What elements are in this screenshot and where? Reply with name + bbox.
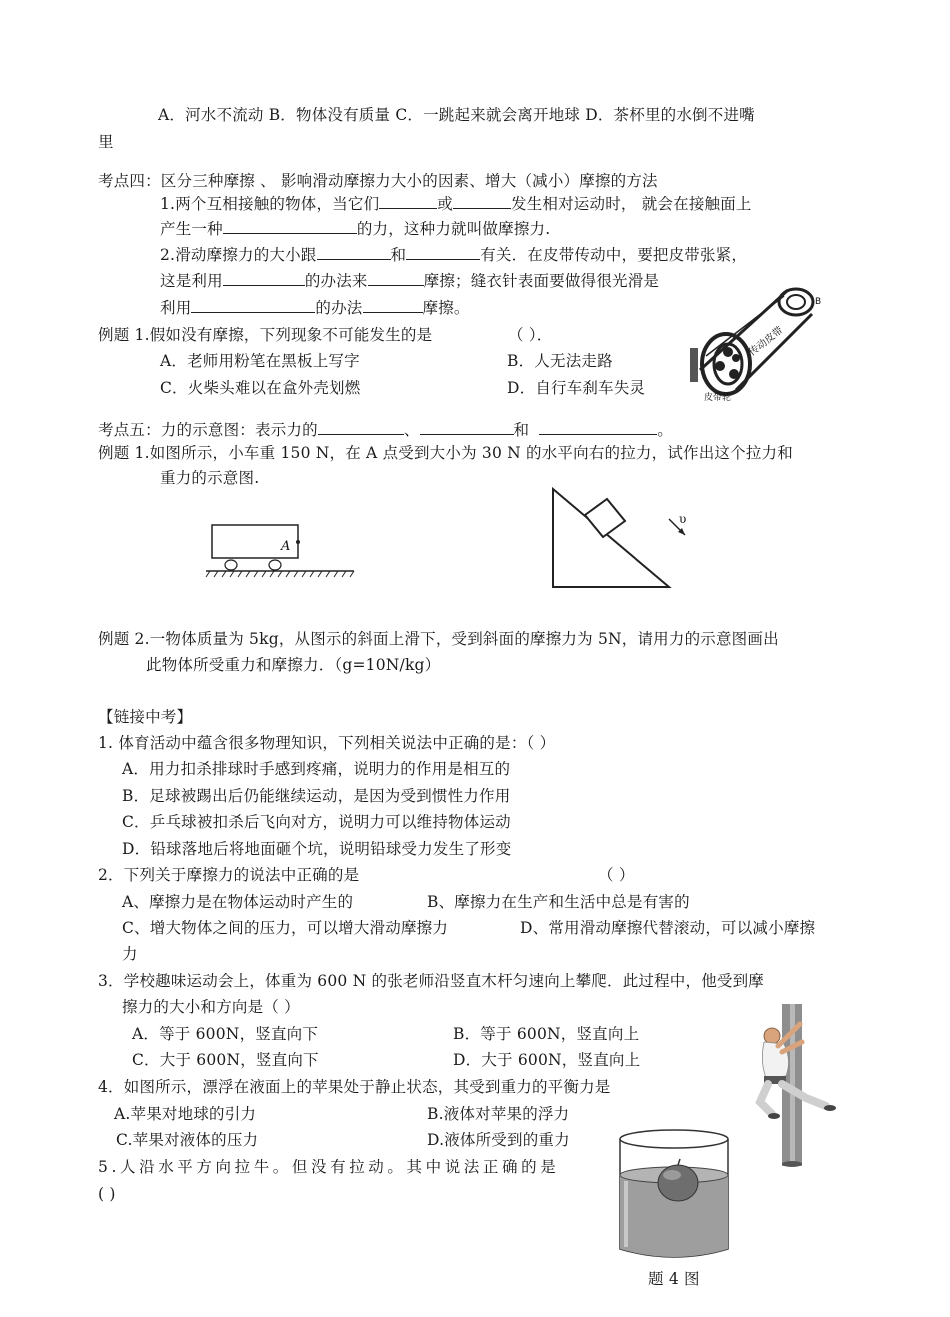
link-q4-option-c: C.苹果对液体的压力 bbox=[116, 1131, 259, 1149]
kp5-example-1-line-2: 重力的示意图. bbox=[160, 469, 260, 487]
kp4-option-d: D．自行车刹车失灵 bbox=[507, 379, 646, 397]
section-heading-kp4: 考点四：区分三种摩擦 、 影响滑动摩擦力大小的因素、增大（减小）摩擦的方法 bbox=[98, 172, 658, 190]
section-heading-kp5: 考点五：力的示意图：表示力的 、 和 。 bbox=[98, 421, 673, 439]
cart-figure bbox=[204, 520, 356, 580]
kp4-option-b: B．人无法走路 bbox=[507, 352, 613, 370]
kp4-paragraph-2-line-2: 这是利用 的办法来 摩擦；缝衣针表面要做得很光滑是 bbox=[160, 272, 660, 290]
link-q2-answer-paren: （ ） bbox=[598, 866, 635, 884]
link-q4-option-d: D.液体所受到的重力 bbox=[427, 1131, 570, 1149]
link-q2-stem: 2．下列关于摩擦力的说法中正确的是 bbox=[98, 866, 360, 884]
kp4-paragraph-2-line-3: 利用 的办法 摩擦。 bbox=[160, 299, 470, 317]
kp4-example-stem: 例题 1.假如没有摩擦，下列现象不可能发生的是 bbox=[98, 326, 433, 344]
section-heading-link: 【链接中考】 bbox=[98, 708, 193, 726]
belt-drive-figure bbox=[688, 282, 828, 402]
kp5-example-2-line-1: 例题 2.一物体质量为 5kg，从图示的斜面上滑下，受到斜面的摩擦力为 5N，请用力的示意图画出 bbox=[98, 630, 779, 648]
kp4-paragraph-1-line-2: 产生一种 的力，这种力就叫做摩擦力. bbox=[160, 220, 551, 238]
kp4-paragraph-1-line-1: 1.两个互相接触的物体，当它们 或 发生相对运动时， 就会在接触面上 bbox=[160, 195, 752, 213]
link-q3-option-d: D．大于 600N，竖直向上 bbox=[453, 1051, 641, 1069]
prev-question-options: A．河水不流动 B．物体没有质量 C．一跳起来就会离开地球 D．茶杯里的水倒不进嘴 bbox=[158, 106, 755, 124]
velocity-label: υ bbox=[679, 512, 687, 526]
kp4-option-c: C．火柴头难以在盒外壳划燃 bbox=[160, 379, 361, 397]
kp5-example-2-line-2: 此物体所受重力和摩擦力．（g=10N/kg） bbox=[146, 656, 441, 674]
link-q2-option-b: B、摩擦力在生产和生活中总是有害的 bbox=[427, 893, 690, 911]
pulley-b-label: B bbox=[815, 297, 822, 307]
figure-4-caption: 题 4 图 bbox=[648, 1270, 700, 1288]
link-q3-option-a: A．等于 600N，竖直向下 bbox=[132, 1025, 319, 1043]
kp5-example-1-line-1: 例题 1.如图所示，小车重 150 N，在 A 点受到大小为 30 N 的水平向右的拉力，试作出这个拉力和 bbox=[98, 444, 793, 462]
cart-point-a-label: A bbox=[281, 539, 291, 554]
pole-climber-figure bbox=[752, 1002, 842, 1168]
kp4-example-answer-paren: （ ）． bbox=[508, 326, 553, 344]
link-q2-option-d: D、常用滑动摩擦代替滚动，可以减小摩擦 bbox=[520, 919, 816, 937]
link-q2-option-c: C、增大物体之间的压力，可以增大滑动摩擦力 bbox=[122, 919, 449, 937]
link-q5-stem: 5.人沿水平方向拉牛。但没有拉动。其中说法正确的是 bbox=[98, 1158, 560, 1176]
belt-label: 传动皮带 bbox=[747, 325, 786, 359]
link-q2-option-a: A、摩擦力是在物体运动时产生的 bbox=[122, 893, 354, 911]
link-q3-line-2: 擦力的大小和方向是（ ） bbox=[122, 998, 300, 1016]
pulley-label: 皮带轮 bbox=[704, 393, 732, 402]
link-q1-option-a: A．用力扣杀排球时手感到疼痛，说明力的作用是相互的 bbox=[122, 760, 511, 778]
link-q3-option-b: B．等于 600N，竖直向上 bbox=[453, 1025, 640, 1043]
floating-apple-beaker-figure bbox=[612, 1125, 732, 1265]
prev-question-options-wrap: 里 bbox=[98, 133, 114, 151]
link-q1-option-c: C．乒乓球被扣杀后飞向对方，说明力可以维持物体运动 bbox=[122, 813, 511, 831]
link-q1-stem: 1. 体育活动中蕴含很多物理知识，下列相关说法中正确的是：（ ） bbox=[98, 734, 556, 752]
link-q5-answer-paren: ( ) bbox=[98, 1185, 116, 1203]
link-q2-option-d-wrap: 力 bbox=[122, 945, 138, 963]
kp4-option-a: A．老师用粉笔在黑板上写字 bbox=[160, 352, 360, 370]
link-q1-option-d: D．铅球落地后将地面砸个坑，说明铅球受力发生了形变 bbox=[122, 840, 512, 858]
kp4-paragraph-2-line-1: 2.滑动摩擦力的大小跟 和 有关．在皮带传动中，要把皮带张紧， bbox=[160, 246, 748, 264]
link-q4-option-a: A.苹果对地球的引力 bbox=[114, 1105, 257, 1123]
link-q4-option-b: B.液体对苹果的浮力 bbox=[427, 1105, 570, 1123]
incline-figure bbox=[545, 485, 715, 590]
link-q3-line-1: 3．学校趣味运动会上，体重为 600 N 的张老师沿竖直木杆匀速向上攀爬．此过程中，他受到摩 bbox=[98, 972, 764, 990]
link-q1-option-b: B．足球被踢出后仍能继续运动，是因为受到惯性力作用 bbox=[122, 787, 511, 805]
link-q4-stem: 4．如图所示，漂浮在液面上的苹果处于静止状态，其受到重力的平衡力是 bbox=[98, 1078, 611, 1096]
link-q3-option-c: C．大于 600N，竖直向下 bbox=[132, 1051, 319, 1069]
